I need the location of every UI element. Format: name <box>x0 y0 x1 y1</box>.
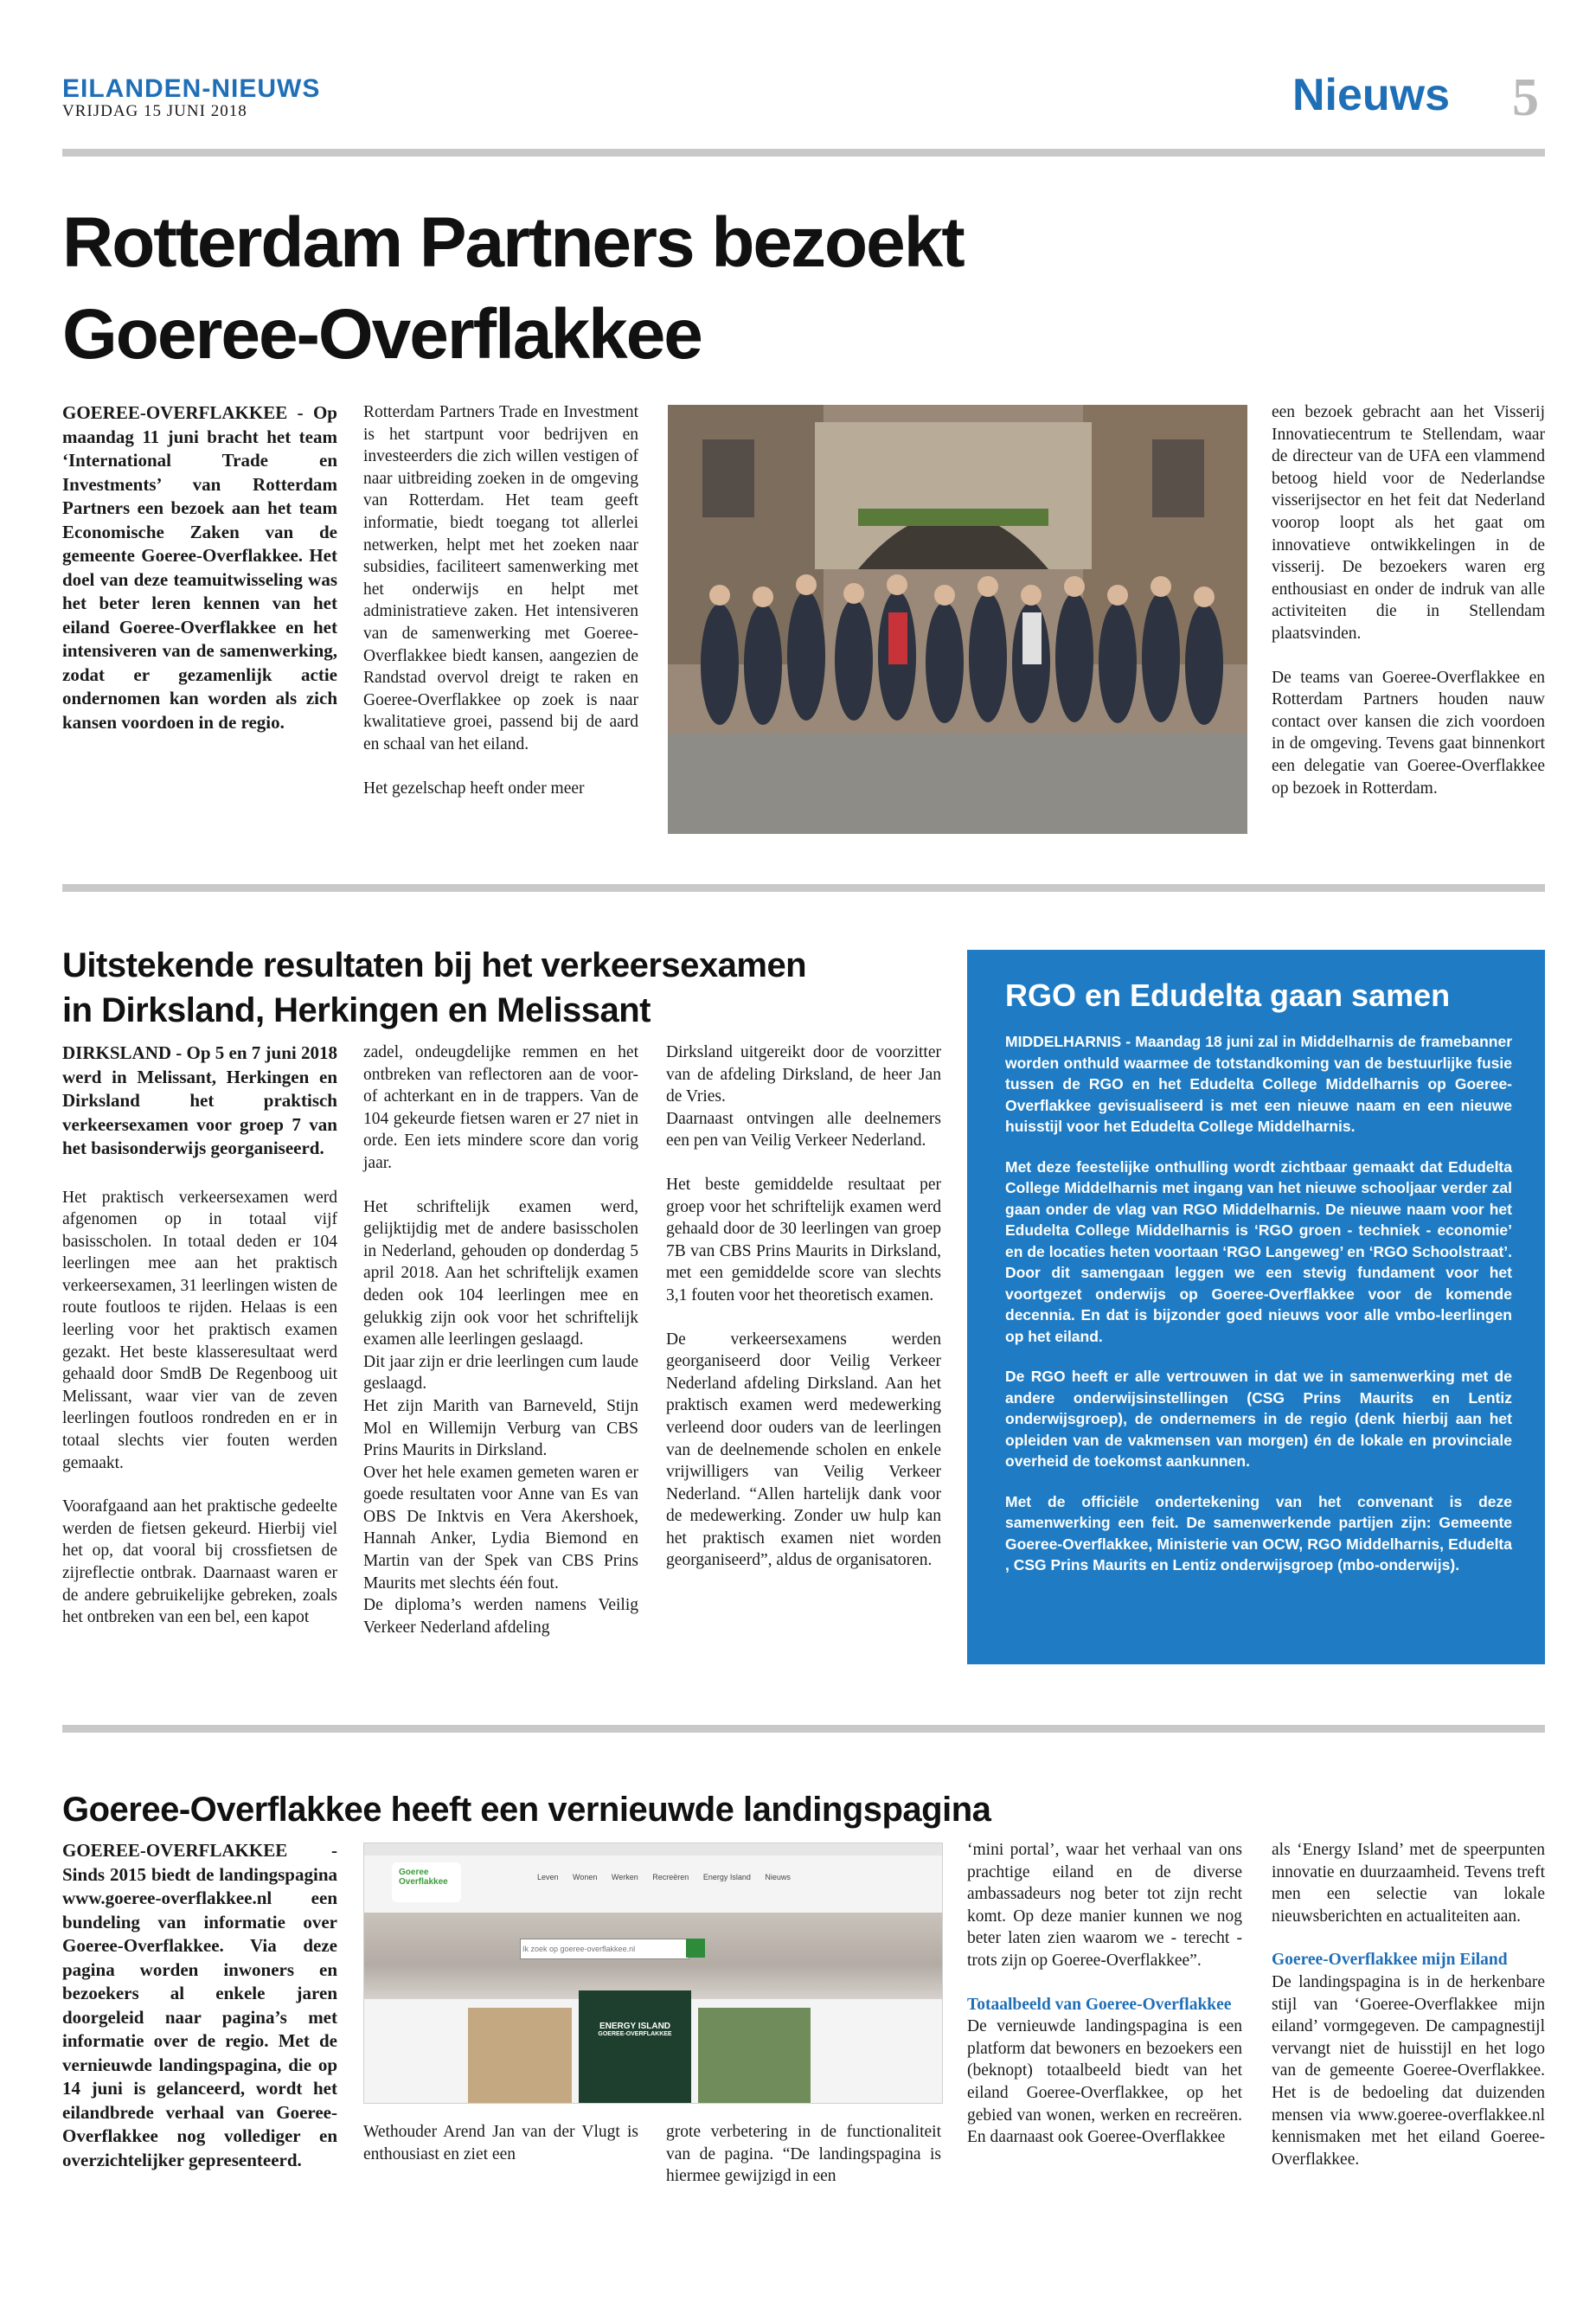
article3-col3-paragraph: De vernieuwde landingspagina is een platform dat bewoners en bezoekers een (beknopt) totaalbeeld biedt van het eiland Goeree-Overflakkee, op het gebied van wonen, werken en recreëren. En daarnaast ook Goeree-Overflakkee <box>967 2017 1242 2147</box>
article1-headline-line1: Rotterdam Partners bezoekt <box>62 203 964 282</box>
page-number: 5 <box>1512 68 1539 127</box>
box-paragraph: De RGO heeft er alle vertrouwen in dat we in samenwerking met de andere onderwijsinstellingen (CSG Prins Maurits en Lentiz onderwijsgroep), de ondernemers in de regio (denk hierbij aan het opleiden van de vakmensen van morgen) én de lokale en provinciale overheid de toekomst aankunnen. <box>1005 1368 1512 1470</box>
article1-col4-paragraph: een bezoek gebracht aan het Visserij Innovatiecentrum te Stellendam, waar de directeur van de UFA een vlammend betoog hield voor de Nederlandse visserijsector en het feit dat Nederland voorop loopt als het gaat om innovatieve ontwikkelingen in de visserij. De bezoekers waren erg enthousiast en onder de indruk van alle activiteiten die in Stellendam plaatsvinden. <box>1272 403 1545 643</box>
article1-column2 <box>363 401 638 821</box>
site-card-energy-line1: ENERGY ISLAND <box>599 2022 671 2031</box>
article2-col2-paragraph: Dit jaar zijn er drie leerlingen cum laude geslaagd. <box>363 1352 638 1394</box>
article3-lead: GOEREE-OVERFLAKKEE - Sinds 2015 biedt de landingspagina www.goeree-overflakkee.nl een bundeling van informatie over Goeree-Overflakkee. Via deze pagina worden inwoners en bezoekers al enkele jaren doorgeleid naar pagina’s met informatie over de regio. Met de vernieuwde landingspagina, die op 14 juni is gelanceerd, wordt het eilandbrede verhaal van Goeree-Overflakkee nog vollediger en overzichtelijker gepresenteerd. <box>62 1840 337 2170</box>
section-rule <box>62 1725 1545 1733</box>
article2-column3 <box>666 1042 941 1593</box>
site-nav-item[interactable]: Werken <box>611 1873 638 1881</box>
site-logo <box>392 1862 461 1902</box>
browser-bar <box>364 1843 942 1856</box>
article2-col2-paragraph: Over het hele examen gemeten waren er goede resultaten voor Anne van Es van OBS De Inktvis en Vera Akershoek, Hannah Anker, Lydia Biemond en Martin van der Spek van CBS Prins Maurits met slechts één fout. <box>363 1463 638 1593</box>
site-hero <box>364 1913 942 1999</box>
article1-lead: GOEREE-OVERFLAKKEE - Op maandag 11 juni bracht het team ‘International Trade en Investments’ van Rotterdam Partners een bezoek aan het team Economische Zaken van de gemeente Goeree-Overflakkee. Het doel van deze teamuitwisseling was het beter leren kennen van het eiland Goeree-Overflakkee en het intensiveren van de samenwerking, zodat er gezamenlijk actie ondernomen kan worden als zich kansen voordoen in de regio. <box>62 402 337 733</box>
site-card-energy-line2: GOEREE-OVERFLAKKEE <box>598 2031 672 2037</box>
site-nav-item[interactable]: Recreëren <box>652 1873 689 1881</box>
site-card-energy-island[interactable] <box>579 1990 691 2103</box>
masthead-logo: EILANDEN-NIEUWS <box>62 74 321 103</box>
article3-headline: Goeree-Overflakkee heeft een vernieuwde landingspagina <box>62 1791 991 1829</box>
group-photo-illustration <box>668 405 1247 834</box>
site-card-1[interactable] <box>468 2008 572 2103</box>
article2-column2 <box>363 1042 638 1660</box>
site-search-input[interactable] <box>520 1939 689 1959</box>
site-nav-item[interactable]: Energy Island <box>702 1873 751 1881</box>
box-paragraph: Met de officiële ondertekening van het convenant is deze samenwerking een feit. De samenwerkende partijen zijn: Gemeente Goeree-Overflakkee, Ministerie van OCW, RGO Middelharnis, Edudelta , CSG Prins Maurits en Lentiz onderwijsgroep (mbo-onderwijs). <box>1005 1492 1512 1574</box>
article2-col3-paragraph: Het beste gemiddelde resultaat per groep voor het schriftelijk examen werd gehaald door de 30 leerlingen van groep 7B van CBS Prins Maurits in Dirksland, met een gemiddelde score van slechts 3,1 fouten voor het theoretisch examen. <box>666 1175 941 1304</box>
site-nav-item[interactable]: Nieuws <box>765 1873 791 1881</box>
site-nav <box>537 1873 791 1881</box>
site-search-button[interactable] <box>686 1939 705 1958</box>
article3-col3-paragraph: grote verbetering in de functionaliteit van de pagina. “De landingspagina is hiermee gewijzigd in een <box>666 2123 941 2186</box>
box-body <box>1005 1031 1512 1576</box>
header-rule <box>62 149 1545 157</box>
article1-headline <box>62 197 1187 381</box>
article2-headline-line2: in Dirksland, Herkingen en Melissant <box>62 991 651 1029</box>
article3-col3-paragraph: ‘mini portal’, waar het verhaal van ons prachtige eiland en de diverse ambassadeurs nog beter tot zijn recht komt. Op deze manier kunnen we nog beter laten zien waarom we - terecht - trots zijn op Goeree-Overflakkee”. <box>967 1841 1242 1970</box>
group-photo <box>668 405 1247 834</box>
box-paragraph: MIDDELHARNIS - Maandag 18 juni zal in Middelharnis de framebanner worden onthuld waarmee de totstandkoming van de bestuurlijke fusie tussen de RGO en het Edudelta College Middelharnis op Goeree-Overflakkee gevisualiseerd is met een nieuwe naam en een nieuwe huisstijl voor het Edudelta College Middelharnis. <box>1005 1033 1512 1135</box>
article3-col2-paragraph: Wethouder Arend Jan van der Vlugt is enthousiast en ziet een <box>363 2123 638 2163</box>
article3-col4-paragraph: als ‘Energy Island’ met de speerpunten innovatie en duurzaamheid. Tevens treft men een selectie van lokale nieuwsberichten en actualiteiten aan. <box>1272 1841 1545 1926</box>
box-paragraph: Met deze feestelijke onthulling wordt zichtbaar gemaakt dat Edudelta College Middelharnis met ingang van het nieuwe schooljaar verder zal gaan onder de vlag van RGO Middelharnis. De nieuwe naam voor het Edudelta College Middelharnis is ‘RGO groen - techniek - economie’ en de locaties heten voortaan ‘RGO Langeweg’ en ‘RGO Schoolstraat’. Door dit samengaan leggen we een stevig fundament voor het voortgezet onderwijs op Goeree-Overflakkee voor de komende decennia. En dat is bijzonder goed nieuws voor alle vmbo-leerlingen op het eiland. <box>1005 1157 1512 1345</box>
site-nav-item[interactable]: Wonen <box>573 1873 598 1881</box>
article1-col4-paragraph: De teams van Goeree-Overflakkee en Rotterdam Partners houden nauw contact over kansen die zich voordoen in de omgeving. Tevens gaat binnenkort een delegatie van Goeree-Overflakkee op bezoek in Rotterdam. <box>1272 668 1545 798</box>
box-title: RGO en Edudelta gaan samen <box>1005 977 1451 1013</box>
landing-page-screenshot <box>363 1843 943 2104</box>
article2-headline-line1: Uitstekende resultaten bij het verkeersexamen <box>62 946 807 984</box>
article2-col2-paragraph: Het zijn Marith van Barneveld, Stijn Mol en Willemijn Verburg van CBS Prins Maurits in Dirksland. <box>363 1396 638 1460</box>
article2-col3-paragraph: De verkeersexamens werden georganiseerd door Veilig Verkeer Nederland afdeling Dirksland. Aan het praktisch examen werd medewerking verleend door ouders van de leerlingen van de deelnemende scholen en enkele vrijwilligers van Veilig Verkeer Nederland. “Allen hartelijk dank voor de medewerking. Zonder uw hulp kan het praktisch examen niet worden georganiseerd”, aldus de organisatoren. <box>666 1330 941 1570</box>
article3-column3 <box>967 1839 1242 2170</box>
article1-col2-paragraph: Rotterdam Partners Trade en Investment is het startpunt voor bedrijven en investeerders die zich willen vestigen of naar uitbreiding zoeken in de omgeving van Rotterdam. Het team geeft informatie, biedt toegang tot allerlei netwerken, helpt met het zoeken naar subsidies, faciliteert samenwerking met het onderwijs en helpt met administratieve zaken. Het intensiveren van de samenwerking met Goeree-Overflakkee biedt kansen, aangezien de Randstad overvol dreigt te raken en Goeree-Overflakkee op zoek is naar kwalitatieve groei, passend bij de aard en schaal van het eiland. <box>363 403 638 753</box>
site-logo-line2: Overflakkee <box>399 1877 448 1887</box>
article1-col2-paragraph: Het gezelschap heeft onder meer <box>363 779 585 798</box>
article2-col3-paragraph: Daarnaast ontvingen alle deelnemers een pen van Veilig Verkeer Nederland. <box>666 1109 941 1150</box>
article2-col2-paragraph: De diploma’s werden namens Veilig Verkeer Nederland afdeling <box>363 1596 638 1637</box>
section-rule <box>62 884 1545 892</box>
article2-headline <box>62 943 945 1033</box>
article1-column4 <box>1272 401 1545 821</box>
site-nav-item[interactable]: Leven <box>537 1873 559 1881</box>
article1-headline-line2: Goeree-Overflakkee <box>62 295 702 374</box>
rgo-edudelta-box <box>967 950 1545 1664</box>
issue-date: VRIJDAG 15 JUNI 2018 <box>62 102 247 120</box>
article3-subheading: Goeree-Overflakkee mijn Eiland <box>1272 1951 1508 1970</box>
site-card-3[interactable] <box>698 2008 811 2103</box>
article2-col1-paragraph: Het praktisch verkeersexamen werd afgenomen op in totaal vijf basisscholen. In totaal deden er 104 leerlingen mee aan het praktisch verkeersexamen, 31 leerlingen wisten de route foutloos te rijden. Helaas is een leerling voor het praktisch examen gezakt. Het beste klasseresultaat werd gehaald door SmdB De Regenboog uit Melissant, waar vier van de zeven leerlingen foutloos rondreden en er in totaal slechts vier fouten werden gemaakt. <box>62 1188 337 1472</box>
article2-col2-paragraph: Het schriftelijk examen werd, gelijktijdig met de andere basisscholen in Nederland, gehouden op donderdag 5 april 2018. Aan het schriftelijk examen deden ook 104 leerlingen mee en gelukkig zijn ook voor het schriftelijk examen alle leerlingen geslaagd. <box>363 1197 638 1349</box>
article3-subheading: Totaalbeeld van Goeree-Overflakkee <box>967 1995 1232 2014</box>
article2-col2-paragraph: zadel, ondeugdelijke remmen en het ontbreken van reflectoren aan de voor- of achterkant en in de trappers. Van de 104 gekeurde fietsen waren er 27 niet in orde. Een iets mindere score dan vorig jaar. <box>363 1043 638 1172</box>
article3-column4 <box>1272 1839 1545 2192</box>
article2-col1-paragraph: Voorafgaand aan het praktische gedeelte werden de fietsen gekeurd. Hierbij viel het op, dat vooral bij crossfietsen de zijreflectie ontbrak. Daarnaast waren er de andere gebruikelijke gebreken, zoals het ontbreken van een bel, een kapot <box>62 1497 337 1627</box>
site-logo-line1: Goeree <box>399 1868 429 1877</box>
article2-lead: DIRKSLAND - Op 5 en 7 juni 2018 werd in Melissant, Herkingen en Dirksland het praktisch verkeersexamen voor groep 7 van het basisonderwijs georganiseerd. <box>62 1042 337 1158</box>
section-title: Nieuws <box>1292 70 1451 120</box>
article2-col3-paragraph: Dirksland uitgereikt door de voorzitter van de afdeling Dirksland, de heer Jan de Vries. <box>666 1043 941 1106</box>
article3-col4-paragraph: De landingspagina is in de herkenbare stijl van ‘Goeree-Overflakkee mijn eiland’ vormgegeven. De campagnestijl vervangt niet de huisstijl en het logo van de gemeente Goeree-Overflakkee. Het is de bedoeling dat duizenden mensen via www.goeree-overflakkee.nl kennismaken met het eiland Goeree-Overflakkee. <box>1272 1972 1545 2169</box>
article3-col3-bottom <box>666 2121 941 2209</box>
article2-column1 <box>62 1042 337 1650</box>
article3-column2 <box>363 2121 638 2187</box>
